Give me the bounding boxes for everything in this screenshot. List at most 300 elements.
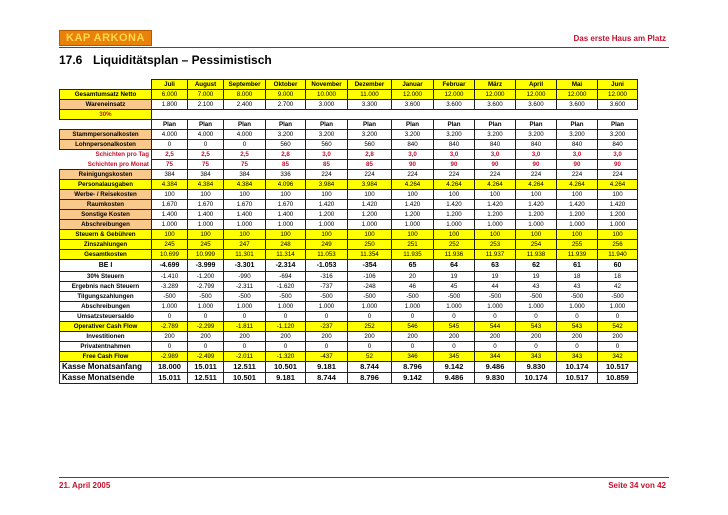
table-cell: 100 (598, 230, 638, 240)
table-cell: 384 (152, 170, 188, 180)
table-cell: 90 (392, 160, 434, 170)
table-cell: 1.420 (392, 200, 434, 210)
table-cell: 560 (348, 140, 392, 150)
table-cell: -500 (516, 292, 557, 302)
table-cell: -1.620 (266, 282, 306, 292)
table-cell (188, 110, 224, 120)
table-cell: 100 (188, 230, 224, 240)
month-header: Juni (598, 80, 638, 90)
table-cell: 1.000 (434, 220, 475, 230)
table-cell: 18 (598, 272, 638, 282)
table-cell: Plan (224, 120, 266, 130)
table-cell: 90 (434, 160, 475, 170)
table-cell: 100 (152, 230, 188, 240)
table-cell: 3,0 (475, 150, 516, 160)
table-cell: -2.314 (266, 260, 306, 272)
table-cell: 1.000 (348, 220, 392, 230)
table-cell (152, 110, 188, 120)
table-cell: -2.989 (152, 352, 188, 362)
table-cell: 0 (434, 312, 475, 322)
table-cell: 100 (598, 190, 638, 200)
table-cell: -500 (434, 292, 475, 302)
table-cell: 100 (516, 190, 557, 200)
row-label: Werbe- / Reisekosten (60, 190, 152, 200)
table-cell: 100 (557, 230, 598, 240)
table-cell: 8.744 (306, 373, 348, 384)
table-cell: 200 (348, 332, 392, 342)
table-cell: 4.264 (516, 180, 557, 190)
table-cell: 1.670 (188, 200, 224, 210)
row-label: Schichten pro Monat (60, 160, 152, 170)
table-cell: 100 (434, 230, 475, 240)
header-divider (59, 47, 669, 48)
table-cell: 0 (306, 342, 348, 352)
table-cell: 12.511 (224, 362, 266, 373)
table-cell: 200 (557, 332, 598, 342)
table-cell: 100 (266, 230, 306, 240)
table-cell: 224 (306, 170, 348, 180)
table-cell: -990 (224, 272, 266, 282)
table-cell: 3,0 (598, 150, 638, 160)
table-row (60, 180, 638, 190)
table-cell: 543 (516, 322, 557, 332)
table-cell: 1.000 (598, 220, 638, 230)
table-cell: 1.200 (557, 210, 598, 220)
table-cell: Plan (475, 120, 516, 130)
table-cell: -2.299 (188, 322, 224, 332)
table-cell: -500 (266, 292, 306, 302)
table-cell: 2,5 (188, 150, 224, 160)
table-cell: 4.264 (392, 180, 434, 190)
table-cell: 1.400 (266, 210, 306, 220)
table-cell: 1.000 (152, 220, 188, 230)
table-cell: 4.264 (557, 180, 598, 190)
table-cell: 1.000 (392, 302, 434, 312)
table-cell: -500 (224, 292, 266, 302)
table-cell: -354 (348, 260, 392, 272)
table-cell: Plan (348, 120, 392, 130)
table-cell: 18 (557, 272, 598, 282)
table-cell: -2.789 (152, 322, 188, 332)
table-cell: 11.301 (224, 250, 266, 260)
table-cell: 3.600 (598, 100, 638, 110)
table-cell: 0 (224, 140, 266, 150)
table-row (60, 322, 638, 332)
table-row (60, 240, 638, 250)
table-cell: 100 (392, 230, 434, 240)
table-cell: 100 (188, 190, 224, 200)
table-cell: 10.699 (152, 250, 188, 260)
table-cell: -500 (188, 292, 224, 302)
table-cell: 200 (434, 332, 475, 342)
table-cell: 11.053 (306, 250, 348, 260)
table-cell: 11.314 (266, 250, 306, 260)
table-cell: -237 (306, 322, 348, 332)
table-cell: 100 (266, 190, 306, 200)
row-label: Umsatzsteuersaldo (60, 312, 152, 322)
table-cell: 90 (598, 160, 638, 170)
table-cell: 43 (516, 282, 557, 292)
table-cell: 4.384 (224, 180, 266, 190)
table-row (60, 342, 638, 352)
table-cell: 200 (188, 332, 224, 342)
table-cell: 0 (348, 342, 392, 352)
table-cell: 346 (392, 352, 434, 362)
table-cell: 10.859 (598, 373, 638, 384)
table-cell: 9.830 (475, 373, 516, 384)
table-cell: 4.264 (434, 180, 475, 190)
table-cell: 3.200 (392, 130, 434, 140)
table-cell: 20 (392, 272, 434, 282)
table-cell: 100 (348, 190, 392, 200)
table-row (60, 100, 638, 110)
table-cell: 1.000 (306, 302, 348, 312)
table-cell: -316 (306, 272, 348, 282)
table-cell: 255 (557, 240, 598, 250)
month-header: Dezember (348, 80, 392, 90)
table-cell: Plan (392, 120, 434, 130)
table-cell: 10.517 (598, 362, 638, 373)
table-cell: 15.011 (188, 362, 224, 373)
table-cell: 19 (516, 272, 557, 282)
table-cell: 252 (348, 322, 392, 332)
table-cell: 11.940 (598, 250, 638, 260)
table-cell: 1.400 (188, 210, 224, 220)
table-cell: 46 (392, 282, 434, 292)
table-cell: 3.200 (598, 130, 638, 140)
table-cell: 45 (434, 282, 475, 292)
row-label: Abschreibungen (60, 220, 152, 230)
month-header: September (224, 80, 266, 90)
table-cell: 546 (392, 322, 434, 332)
table-cell: 4.000 (188, 130, 224, 140)
table-cell: 0 (306, 312, 348, 322)
table-cell: 4.384 (152, 180, 188, 190)
table-cell: -500 (152, 292, 188, 302)
table-cell: 4.264 (598, 180, 638, 190)
table-row (60, 130, 638, 140)
table-cell: 9.486 (434, 373, 475, 384)
table-cell: 7.000 (188, 90, 224, 100)
table-cell: 10.999 (188, 250, 224, 260)
table-cell: 3.600 (557, 100, 598, 110)
table-cell: -3.999 (188, 260, 224, 272)
table-cell: 44 (475, 282, 516, 292)
table-cell (598, 110, 638, 120)
row-label: Abschreibungen (60, 302, 152, 312)
table-cell: 200 (306, 332, 348, 342)
table-cell: 12.000 (475, 90, 516, 100)
table-row (60, 362, 638, 373)
table-cell (434, 110, 475, 120)
table-row (60, 140, 638, 150)
table-cell: 100 (306, 230, 348, 240)
table-cell: 1.670 (224, 200, 266, 210)
table-cell: 250 (348, 240, 392, 250)
table-cell: -500 (306, 292, 348, 302)
table-cell: 251 (392, 240, 434, 250)
table-row (60, 352, 638, 362)
table-cell: 2.700 (266, 100, 306, 110)
table-cell: 253 (475, 240, 516, 250)
table-cell (392, 110, 434, 120)
table-cell (557, 110, 598, 120)
table-cell (348, 110, 392, 120)
table-row (60, 210, 638, 220)
table-cell: 256 (598, 240, 638, 250)
table-cell: 1.800 (152, 100, 188, 110)
table-cell: 224 (557, 170, 598, 180)
table-cell: 200 (392, 332, 434, 342)
table-cell (475, 110, 516, 120)
table-cell: 1.670 (266, 200, 306, 210)
row-label: 30% (60, 110, 152, 120)
table-cell: 1.200 (516, 210, 557, 220)
table-cell: 252 (434, 240, 475, 250)
table-cell: 100 (224, 190, 266, 200)
table-cell: 560 (306, 140, 348, 150)
table-cell: 85 (266, 160, 306, 170)
month-header: Februar (434, 80, 475, 90)
table-cell: 2,8 (266, 150, 306, 160)
table-cell: 9.181 (266, 373, 306, 384)
table-cell: 1.200 (306, 210, 348, 220)
table-cell: 100 (392, 190, 434, 200)
table-cell: 343 (557, 352, 598, 362)
table-cell: 90 (516, 160, 557, 170)
table-row (60, 170, 638, 180)
row-label: Operativer Cash Flow (60, 322, 152, 332)
table-cell: 100 (516, 230, 557, 240)
table-cell: 100 (475, 230, 516, 240)
table-cell: 1.000 (516, 302, 557, 312)
table-cell: 1.420 (475, 200, 516, 210)
table-cell: 8.000 (224, 90, 266, 100)
month-header: April (516, 80, 557, 90)
table-cell: Plan (516, 120, 557, 130)
table-cell: 0 (224, 312, 266, 322)
table-cell: 0 (392, 312, 434, 322)
table-cell: 1.400 (224, 210, 266, 220)
table-cell: 0 (348, 312, 392, 322)
table-cell: 1.000 (392, 220, 434, 230)
row-label: 30% Steuern (60, 272, 152, 282)
table-cell: 1.000 (306, 220, 348, 230)
table-cell: 1.420 (306, 200, 348, 210)
table-cell: -1.410 (152, 272, 188, 282)
table-cell: 4.096 (266, 180, 306, 190)
table-cell: 100 (348, 230, 392, 240)
table-cell: 10.501 (224, 373, 266, 384)
table-row (60, 292, 638, 302)
table-cell: 1.420 (516, 200, 557, 210)
table-cell: -737 (306, 282, 348, 292)
table-cell: 9.181 (306, 362, 348, 373)
table-cell: Plan (598, 120, 638, 130)
table-cell: 0 (152, 312, 188, 322)
table-cell: 11.000 (348, 90, 392, 100)
row-label: Wareneinsatz (60, 100, 152, 110)
table-cell: 15.011 (152, 373, 188, 384)
table-cell: 343 (516, 352, 557, 362)
table-cell: 11.936 (434, 250, 475, 260)
table-cell: 3,0 (434, 150, 475, 160)
table-cell: -1.320 (266, 352, 306, 362)
table-cell: 0 (224, 342, 266, 352)
table-cell: 336 (266, 170, 306, 180)
table-row (60, 200, 638, 210)
table-cell: -1.120 (266, 322, 306, 332)
table-cell: 0 (475, 342, 516, 352)
table-cell: 11.937 (475, 250, 516, 260)
row-label: Privatentnahmen (60, 342, 152, 352)
table-row (60, 90, 638, 100)
table-cell: 52 (348, 352, 392, 362)
table-cell: 100 (306, 190, 348, 200)
table-cell: 0 (188, 312, 224, 322)
table-cell: 1.200 (475, 210, 516, 220)
table-cell: 64 (434, 260, 475, 272)
table-cell: 224 (598, 170, 638, 180)
table-cell: 100 (224, 230, 266, 240)
table-cell: 1.000 (557, 302, 598, 312)
table-cell: 1.420 (434, 200, 475, 210)
table-cell: 75 (152, 160, 188, 170)
table-cell: 542 (598, 322, 638, 332)
table-cell: 2.400 (224, 100, 266, 110)
table-cell: 8.796 (392, 362, 434, 373)
table-cell: 12.000 (557, 90, 598, 100)
table-cell: 0 (598, 342, 638, 352)
table-cell: 65 (392, 260, 434, 272)
table-row (60, 302, 638, 312)
table-cell: 224 (516, 170, 557, 180)
table-cell: 384 (224, 170, 266, 180)
table-cell: -500 (557, 292, 598, 302)
table-cell: 8.796 (348, 373, 392, 384)
table-cell: 10.174 (516, 373, 557, 384)
table-cell: 1.670 (152, 200, 188, 210)
table-cell: 3.600 (392, 100, 434, 110)
table-row (60, 373, 638, 384)
table-cell: 12.000 (598, 90, 638, 100)
row-label: Zinszahlungen (60, 240, 152, 250)
table-cell: 1.000 (475, 220, 516, 230)
table-cell: 1.000 (516, 220, 557, 230)
table-cell: 3.200 (516, 130, 557, 140)
table-cell (266, 110, 306, 120)
table-cell: 224 (392, 170, 434, 180)
table-cell: 1.200 (392, 210, 434, 220)
table-row (60, 120, 638, 130)
table-cell: 11.354 (348, 250, 392, 260)
table-cell: 200 (266, 332, 306, 342)
table-cell: 544 (475, 322, 516, 332)
table-cell: 19 (475, 272, 516, 282)
table-cell: 344 (475, 352, 516, 362)
row-label: Sonstige Kosten (60, 210, 152, 220)
table-cell: 200 (224, 332, 266, 342)
table-row (60, 190, 638, 200)
table-cell: 9.142 (392, 373, 434, 384)
table-cell: 0 (152, 140, 188, 150)
table-cell: 200 (152, 332, 188, 342)
table-cell: 12.511 (188, 373, 224, 384)
table-cell: 3.200 (434, 130, 475, 140)
table-cell: 1.200 (434, 210, 475, 220)
table-cell: -500 (392, 292, 434, 302)
header-corner (60, 80, 152, 90)
table-row (60, 332, 638, 342)
month-header: November (306, 80, 348, 90)
table-cell: 0 (266, 312, 306, 322)
table-cell: 19 (434, 272, 475, 282)
month-header: Oktober (266, 80, 306, 90)
month-header: Januar (392, 80, 434, 90)
table-cell: 3,0 (306, 150, 348, 160)
table-cell: Plan (152, 120, 188, 130)
table-cell: -2.499 (188, 352, 224, 362)
table-cell: -248 (348, 282, 392, 292)
table-cell: 3.600 (516, 100, 557, 110)
table-cell: 12.000 (392, 90, 434, 100)
table-row (60, 220, 638, 230)
table-cell: 0 (557, 342, 598, 352)
table-cell: 0 (188, 342, 224, 352)
table-cell: 0 (188, 140, 224, 150)
footer-divider (59, 477, 669, 478)
table-cell: 12.000 (516, 90, 557, 100)
table-cell: 10.517 (557, 373, 598, 384)
table-cell: 4.000 (152, 130, 188, 140)
row-label: Steuern & Gebühren (60, 230, 152, 240)
month-header-row (60, 80, 638, 90)
table-cell: 4.264 (475, 180, 516, 190)
table-cell: 85 (306, 160, 348, 170)
table-cell: 1.420 (557, 200, 598, 210)
table-cell: 1.000 (188, 220, 224, 230)
table-cell: 0 (266, 342, 306, 352)
row-label: Kasse Monatsende (60, 373, 152, 384)
table-cell: 840 (475, 140, 516, 150)
table-cell: 12.000 (434, 90, 475, 100)
footer-page-number: Seite 34 von 42 (608, 481, 666, 490)
table-cell: 0 (598, 312, 638, 322)
table-cell: 63 (475, 260, 516, 272)
table-cell: 100 (434, 190, 475, 200)
table-cell: 9.830 (516, 362, 557, 373)
table-cell: 200 (598, 332, 638, 342)
row-label: Personalausgaben (60, 180, 152, 190)
row-label: Investitionen (60, 332, 152, 342)
table-row (60, 260, 638, 272)
table-cell: -500 (475, 292, 516, 302)
table-cell: 9.000 (266, 90, 306, 100)
row-label: Ergebnis nach Steuern (60, 282, 152, 292)
month-header: März (475, 80, 516, 90)
row-label: Lohnpersonalkosten (60, 140, 152, 150)
table-cell (516, 110, 557, 120)
table-cell: 3.984 (306, 180, 348, 190)
table-row (60, 250, 638, 260)
table-cell: 3.200 (348, 130, 392, 140)
table-cell: 3,0 (392, 150, 434, 160)
table-cell: 345 (434, 352, 475, 362)
table-cell: Plan (188, 120, 224, 130)
table-cell: 0 (516, 342, 557, 352)
table-cell: 200 (516, 332, 557, 342)
table-cell: -1.200 (188, 272, 224, 282)
